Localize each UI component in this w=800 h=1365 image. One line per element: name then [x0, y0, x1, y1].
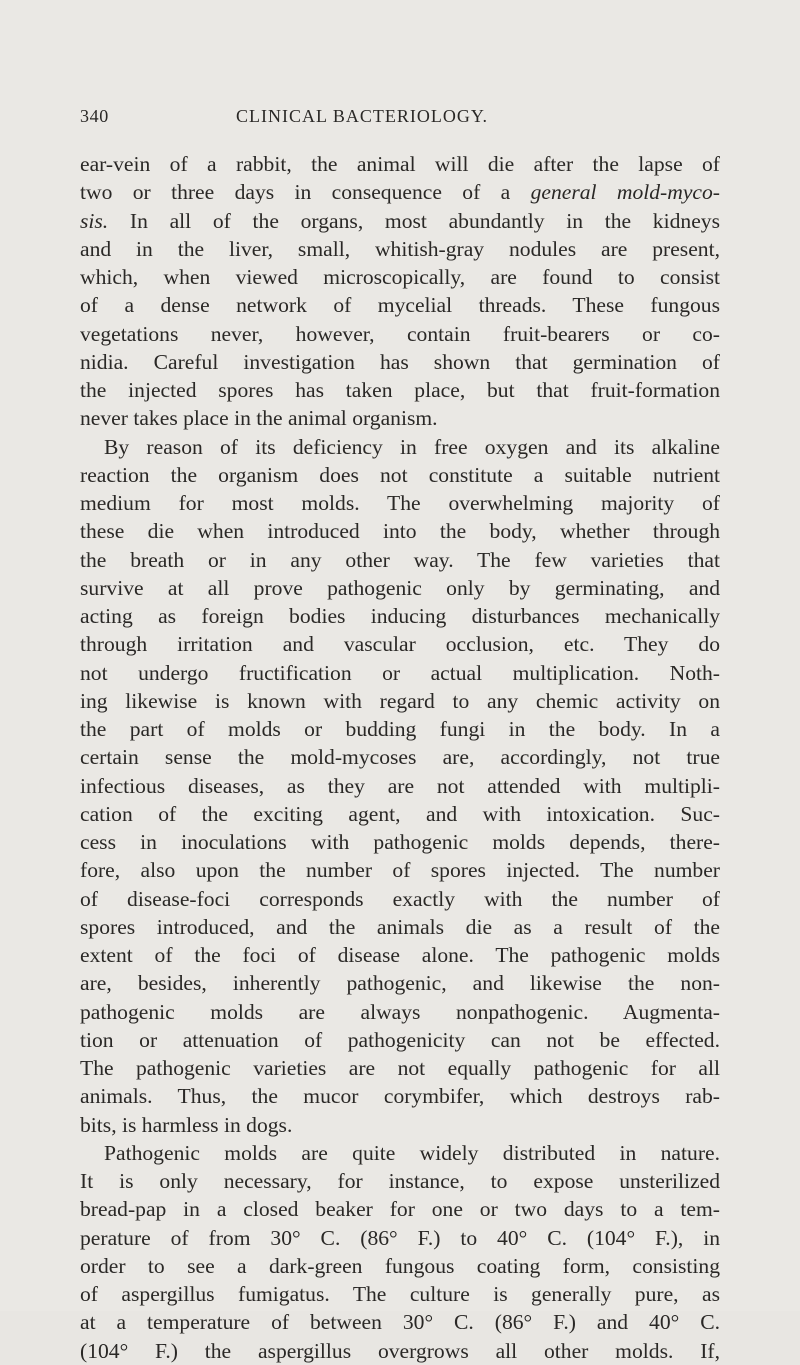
text-line: By reason of its deficiency in free oxygen and its alkaline: [104, 434, 720, 459]
text-line: The pathogenic varieties are not equally pathogenic for all: [80, 1056, 720, 1080]
text-line: vegetations never, however, contain fruit-bearers or co-: [80, 321, 720, 346]
text-line: and in the liver, small, whitish-gray nodules are present,: [80, 236, 720, 261]
text-line: [80, 207, 720, 235]
text-line: bits, is harmless in dogs.: [80, 1112, 293, 1137]
text-line: perature of from 30° C. (86° F.) to 40° C. (104° F.), in: [80, 1225, 720, 1250]
text-line: are, besides, inherently pathogenic, and likewise the non-: [80, 971, 720, 996]
text-line: never takes place in the animal organism.: [80, 406, 438, 431]
text-line: reaction the organism does not constitute a suitable nutrient: [80, 462, 720, 487]
italic-term: sis.: [80, 208, 109, 233]
text-line: medium for most molds. The overwhelming majority of: [80, 491, 720, 515]
text-line: of disease-foci corresponds exactly with the number of: [80, 886, 720, 911]
text-line: infectious diseases, as they are not attended with multipli-: [80, 773, 720, 798]
text-line: cess in inoculations with pathogenic molds depends, there-: [80, 830, 720, 854]
text-line: Pathogenic molds are quite widely distributed in nature.: [104, 1140, 720, 1165]
text-line: spores introduced, and the animals die as a result of the: [80, 914, 720, 939]
text-run: In all of the organs, most abundantly in the kidneys: [108, 208, 720, 233]
running-title: CLINICAL BACTERIOLOGY.: [236, 106, 488, 126]
text-line: [80, 178, 720, 206]
text-line: pathogenic molds are always nonpathogenic. Augmenta-: [80, 999, 720, 1024]
text-line: acting as foreign bodies inducing disturbances mechanically: [80, 604, 720, 628]
text-line: (104° F.) the aspergillus overgrows all other molds. If,: [80, 1338, 720, 1363]
text-line: survive at all prove pathogenic only by germinating, and: [80, 575, 720, 600]
text-line: through irritation and vascular occlusion, etc. They do: [80, 632, 720, 657]
text-line: order to see a dark-green fungous coating form, consisting: [80, 1253, 720, 1278]
page-number: 340: [80, 106, 109, 126]
text-line: ear-vein of a rabbit, the animal will die after the lapse of: [80, 152, 720, 176]
text-line: extent of the foci of disease alone. The pathogenic molds: [80, 943, 720, 967]
text-line: these die when introduced into the body, whether through: [80, 519, 720, 544]
text-line: fore, also upon the number of spores injected. The number: [80, 858, 720, 883]
text-line: of a dense network of mycelial threads. These fungous: [80, 293, 720, 318]
text-line: tion or attenuation of pathogenicity can not be effected.: [80, 1027, 720, 1052]
text-line: the injected spores has taken place, but that fruit-formation: [80, 378, 720, 402]
text-line: ing likewise is known with regard to any chemic activity on: [80, 688, 720, 713]
text-line: of aspergillus fumigatus. The culture is generally pure, as: [80, 1282, 720, 1306]
text-line: the breath or in any other way. The few varieties that: [80, 547, 720, 572]
body-text: [80, 150, 720, 1365]
text-line: not undergo fructification or actual multiplication. Noth-: [80, 660, 720, 685]
text-line: bread-pap in a closed beaker for one or two days to a tem-: [80, 1197, 720, 1222]
text-line: nidia. Careful investigation has shown that germination of: [80, 349, 720, 374]
text-line: cation of the exciting agent, and with intoxication. Suc-: [80, 801, 720, 826]
text-line: at a temperature of between 30° C. (86° F.) and 40° C.: [80, 1310, 720, 1335]
text-line: It is only necessary, for instance, to expose unsterilized: [80, 1169, 720, 1193]
text-line: the part of molds or budding fungi in the body. In a: [80, 717, 720, 741]
text-line: which, when viewed microscopically, are found to consist: [80, 265, 720, 289]
running-head: [80, 106, 720, 136]
italic-term: general mold-myco-: [530, 180, 720, 205]
text-line: animals. Thus, the mucor corymbifer, which destroys rab-: [80, 1084, 720, 1109]
text-line: certain sense the mold-mycoses are, accordingly, not true: [80, 745, 720, 770]
text-run: two or three days in consequence of a: [80, 180, 531, 205]
